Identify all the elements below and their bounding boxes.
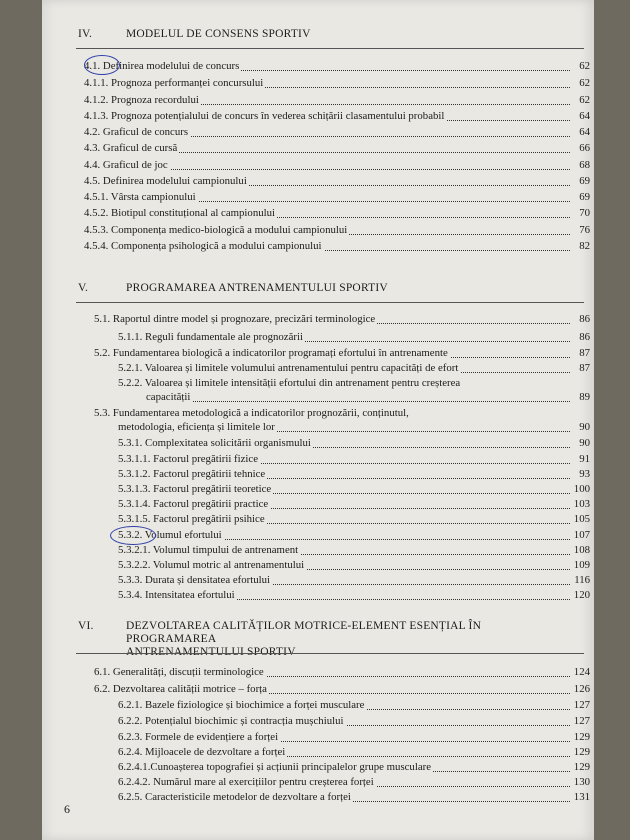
toc-entry-page: 127 [573,699,590,711]
toc-entry-page: 86 [579,313,590,325]
section-number: IV. [78,28,93,40]
toc-entry-page: 82 [579,240,590,252]
toc-entry-page: 129 [573,746,590,758]
toc-entry-label: 4.3. Graficul de cursă [84,142,178,154]
toc-entry-page: 87 [579,362,590,374]
toc-entry-page: 69 [579,191,590,203]
toc-entry-page: 62 [579,60,590,72]
toc-entry [42,714,594,728]
toc-entry-page: 90 [579,421,590,433]
toc-entry [42,190,594,204]
toc-entry-label: 4.1.3. Prognoza potențialului de concurs în vederea schițării clasamentului probabil [84,110,445,122]
toc-entry-page: 131 [573,791,590,803]
toc-entry-label: 6.2.3. Formele de evidențiere a forței [118,731,279,743]
toc-entry-label: 6.2.4. Mijloacele de dezvoltare a forței [118,746,286,758]
toc-entry-label: 5.1. Raportul dintre model și prognozare, precizări terminologice [94,313,376,325]
toc-entry [42,174,594,188]
toc-entry-label: 4.5. Definirea modelului campionului [84,175,247,187]
toc-entry [42,790,594,804]
toc-entry-page: 109 [573,559,590,571]
toc-entry-label: 5.3.2.2. Volumul motric al antrenamentului [118,559,305,571]
toc-entry [42,698,594,712]
toc-entry-page: 76 [579,224,590,236]
toc-entry [42,59,594,73]
toc-entry [42,76,594,90]
toc-entry-label: 4.1.1. Prognoza performanței concursului [84,77,264,89]
toc-entry-page: 103 [573,498,590,510]
toc-entry [42,330,594,344]
toc-entry [42,361,594,375]
section-title: DEZVOLTAREA CALITĂȚILOR MOTRICE-ELEMENT ESENȚIAL ÎN PROGRAMAREA [126,620,482,645]
toc-entry [42,436,594,450]
section-heading-v [78,282,566,295]
toc-entry-page: 89 [579,391,590,403]
toc-entry-page: 91 [579,453,590,465]
section-divider [76,48,584,49]
toc-entry [42,158,594,172]
section-number: VI. [78,620,94,632]
toc-entry-page: 116 [574,574,590,586]
pen-circle-annotation [84,55,120,75]
toc-entry-label: capacității [146,391,191,403]
toc-entry-page: 68 [579,159,590,171]
toc-entry [42,312,594,326]
toc-entry-page: 108 [573,544,590,556]
toc-entry-label: 6.2.5. Caracteristicile metodelor de dezvoltare a forței [118,791,351,803]
toc-entry-label: 4.5.4. Componența psihologică a modului campionului [84,240,322,252]
toc-entry-page: 62 [579,94,590,106]
toc-entry-label: 6.2.2. Potențialul biochimic și contracția mușchiului [118,715,344,727]
toc-entry-page: 62 [579,77,590,89]
toc-entry-label: 5.3.1. Complexitatea solicitării organismului [118,437,311,449]
toc-entry [42,682,594,696]
toc-entry [42,390,594,404]
toc-entry-label: 6.2.1. Bazele fiziologice și biochimice a forței musculare [118,699,365,711]
toc-entry-page: 126 [573,683,590,695]
toc-entry [42,665,594,679]
toc-entry-label: metodologia, eficiența și limitele lor [118,421,275,433]
toc-entry-page: 87 [579,347,590,359]
toc-entry-label: 4.1. Definirea modelului de concurs [84,60,240,72]
toc-entry-label: 6.2.4.2. Numărul mare al exercițiilor pentru creșterea forței [118,776,374,788]
toc-entry-page: 90 [579,437,590,449]
toc-entry [42,239,594,253]
toc-entry-label: 6.1. Generalități, discuții terminologice [94,666,264,678]
toc-entry-label: 5.3.1.5. Factorul pregătirii psihice [118,513,265,525]
leader-dots [146,387,570,402]
toc-entry-page: 130 [573,776,590,788]
toc-entry-page: 100 [573,483,590,495]
toc-entry-page: 127 [573,715,590,727]
section-title-line2: ANTRENAMENTULUI SPORTIV [126,646,296,658]
section-divider [76,302,584,303]
page-number: 6 [64,802,70,816]
toc-entry-page: 69 [579,175,590,187]
toc-entry [42,141,594,155]
toc-entry-label: 5.3.2. Volumul efortului [118,529,222,541]
toc-entry [42,206,594,220]
toc-entry-page: 66 [579,142,590,154]
toc-entry-label: 5.2. Fundamentarea biologică a indicatorilor programați efortului în antrenamente [94,347,448,359]
toc-entry-page: 124 [573,666,590,678]
toc-entry [42,93,594,107]
toc-entry-label: 5.3.2.1. Volumul timpului de antrenament [118,544,299,556]
section-number: V. [78,282,89,294]
toc-entry-label: 4.5.2. Biotipul constituțional al campionului [84,207,276,219]
toc-entry-label: 6.2.4.1.Cunoașterea topografiei și acțiunii principalelor grupe musculare [118,761,432,773]
section-title: PROGRAMAREA ANTRENAMENTULUI SPORTIV [126,282,388,294]
toc-entry-page: 107 [573,529,590,541]
toc-entry-page: 93 [579,468,590,480]
toc-entry-label: 5.3. Fundamentarea metodologică a indicatorilor prognozării, conținutul, [94,407,409,419]
toc-entry-label: 5.3.4. Intensitatea efortului [118,589,235,601]
toc-entry-label: 5.3.1.2. Factorul pregătirii tehnice [118,468,266,480]
toc-entry-page: 70 [579,207,590,219]
toc-entry-label: 5.2.2. Valoarea și limitele intensității efortului din antrenament pentru creșterea [118,377,461,389]
toc-entry-label: 5.3.3. Durata și densitatea efortului [118,574,271,586]
pen-circle-annotation [110,526,156,545]
toc-entry-label: 6.2. Dezvoltarea calității motrice – forța [94,683,267,695]
toc-entry-page: 129 [573,761,590,773]
toc-entry-page: 129 [573,731,590,743]
toc-entry-label: 4.1.2. Prognoza recordului [84,94,199,106]
toc-entry-label: 5.1.1. Reguli fundamentale ale prognozării [118,331,303,343]
toc-entry [42,223,594,237]
toc-entry [42,420,594,434]
toc-entry-label: 4.4. Graficul de joc [84,159,168,171]
toc-entry-page: 105 [573,513,590,525]
toc-entry [42,109,594,123]
toc-entry-label: 4.2. Graficul de concurs [84,126,189,138]
toc-entry [42,125,594,139]
toc-entry [42,588,594,602]
toc-entry [42,512,594,526]
toc-entry-label: 5.3.1.1. Factorul pregătirii fizice [118,453,259,465]
toc-entry-label: 4.5.3. Componența medico-biologică a modului campionului [84,224,348,236]
section-heading-iv [78,28,566,41]
toc-entry-label: 5.3.1.4. Factorul pregătirii practice [118,498,269,510]
toc-entry-label: 5.2.1. Valoarea și limitele volumului antrenamentului pentru capacități de efort [118,362,459,374]
section-divider [76,653,584,654]
toc-entry-page: 64 [579,126,590,138]
toc-entry-page: 64 [579,110,590,122]
toc-entry-label: 4.5.1. Vârsta campionului [84,191,196,203]
toc-entry-page: 86 [579,331,590,343]
toc-entry-label: 5.3.1.3. Factorul pregătirii teoretice [118,483,272,495]
section-title: MODELUL DE CONSENS SPORTIV [126,28,311,40]
toc-entry-page: 120 [573,589,590,601]
book-page [42,0,594,840]
